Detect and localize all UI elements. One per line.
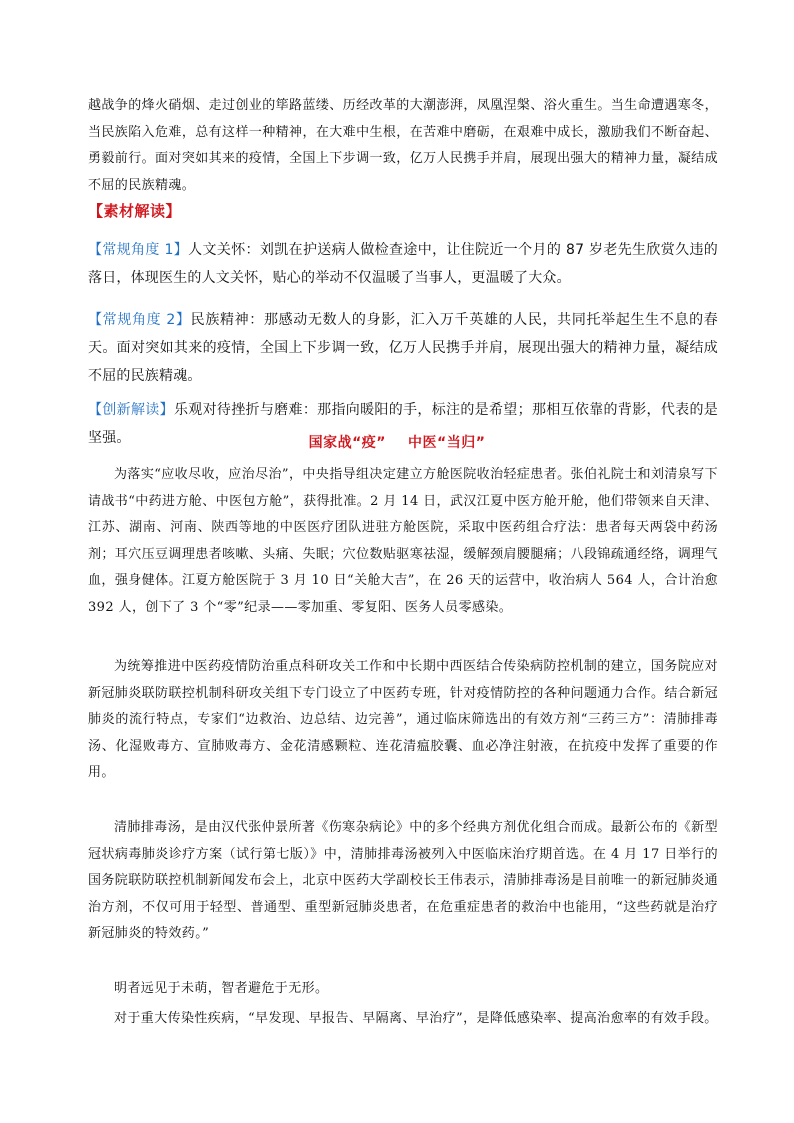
- article-paragraph-1: 为落实“应收尽收，应治尽治”，中央指导组决定建立方舱医院收治轻症患者。张伯礼院士和刘清泉写下请战书“中药进方舱、中医包方舱”，获得批准。2 月 14 日，武汉江夏中医方舱开舱，他们带领来自天津、江苏、湖南、河南、陕西等地的中医医疗团队进驻方舱医院，采取中医药组合疗法：患者每天两袋中药汤剂；耳穴压豆调理患者咳嗽、头痛、失眠；穴位数贴驱寒祛湿，缓解颈肩腰腿痛；八段锦疏通经络，调理气血，强身健体。江夏方舱医院于 3 月 10 日“关舱大吉”，在 26 天的运营中，收治病人 564 人，合计治愈 392 人，创下了 3 个“零”纪录——零加重、零复阳、医务人员零感染。: [88, 467, 718, 615]
- analysis-item-2: [88, 306, 718, 390]
- article-title-part2: 中医“当归”: [408, 435, 486, 451]
- article-paragraph-2: 为统筹推进中医药疫情防治重点科研攻关工作和中长期中西医结合传染病防控机制的建立，国务院应对新冠肺炎联防联控机制科研攻关组下专门设立了中医药专班，针对疫情防控的各种问题通力合作。结合新冠肺炎的流行特点，专家们“边救治、边总结、边完善”，通过临床筛选出的有效方剂“三药三方”：清肺排毒汤、化湿败毒方、宣肺败毒方、金花清感颗粒、连花清瘟胶囊、血必净注射液，在抗疫中发挥了重要的作用。: [88, 659, 718, 780]
- analysis-text-2: 民族精神：那感动无数人的身影，汇入万千英雄的人民，共同托举起生生不息的春天。面对突如其来的疫情，全国上下步调一致，亿万人民携手并肩，展现出强大的精神力量，凝结成不屈的民族精魂。: [88, 312, 718, 384]
- analysis-tag-3: 【创新解读】: [88, 402, 174, 418]
- analysis-tag-2: 【常规角度 2】: [88, 312, 191, 328]
- intro-paragraph: 越战争的烽火硝烟、走过创业的筚路蓝缕、历经改革的大潮澎湃，凤凰涅槃、浴火重生。当生命遭遇寒冬，当民族陷入危难，总有这样一种精神，在大难中生根，在苦难中磨砺，在艰难中成长，激励我们不断奋起、勇毅前行。面对突如其来的疫情，全国上下步调一致，亿万人民携手并肩，展现出强大的精神力量，凝结成不屈的民族精魂。: [88, 98, 718, 193]
- article-paragraph-4: 明者远见于未萌，智者避危于无形。: [114, 981, 329, 996]
- analysis-heading: 【素材解读】: [88, 202, 182, 220]
- analysis-text-1: 人文关怀：刘凯在护送病人做检查途中，让住院近一个月的 87 岁老先生欣赏久违的落日，体现医生的人文关怀，贴心的举动不仅温暖了当事人，更温暖了大众。: [88, 242, 718, 286]
- analysis-text-3: 乐观对待挫折与磨难：那指向暖阳的手，标注的是希望；那相互依靠的背影，代表的是坚强。: [88, 402, 718, 446]
- article-paragraph-3: 清肺排毒汤，是由汉代张仲景所著《伤寒杂病论》中的多个经典方剂优化组合而成。最新公布的《新型冠状病毒肺炎诊疗方案（试行第七版）》中，清肺排毒汤被列入中医临床治疗期首选。在 4 月 17 日举行的国务院联防联控机制新闻发布会上，北京中医药大学副校长王伟表示，清肺排毒汤是目前唯一的新冠肺炎通治方剂，不仅可用于轻型、普通型、重型新冠肺炎患者，在危重症患者的救治中也能用，“这些药就是治疗新冠肺炎的特效药。”: [88, 820, 718, 941]
- analysis-tag-1: 【常规角度 1】: [88, 242, 189, 258]
- article-paragraph-5: 对于重大传染性疾病，“早发现、早报告、早隔离、早治疗”，是降低感染率、提高治愈率的有效手段。: [114, 1011, 718, 1026]
- article-title-part1: 国家战“疫”: [308, 435, 386, 451]
- article-title: [0, 432, 794, 452]
- analysis-item-1: [88, 236, 718, 292]
